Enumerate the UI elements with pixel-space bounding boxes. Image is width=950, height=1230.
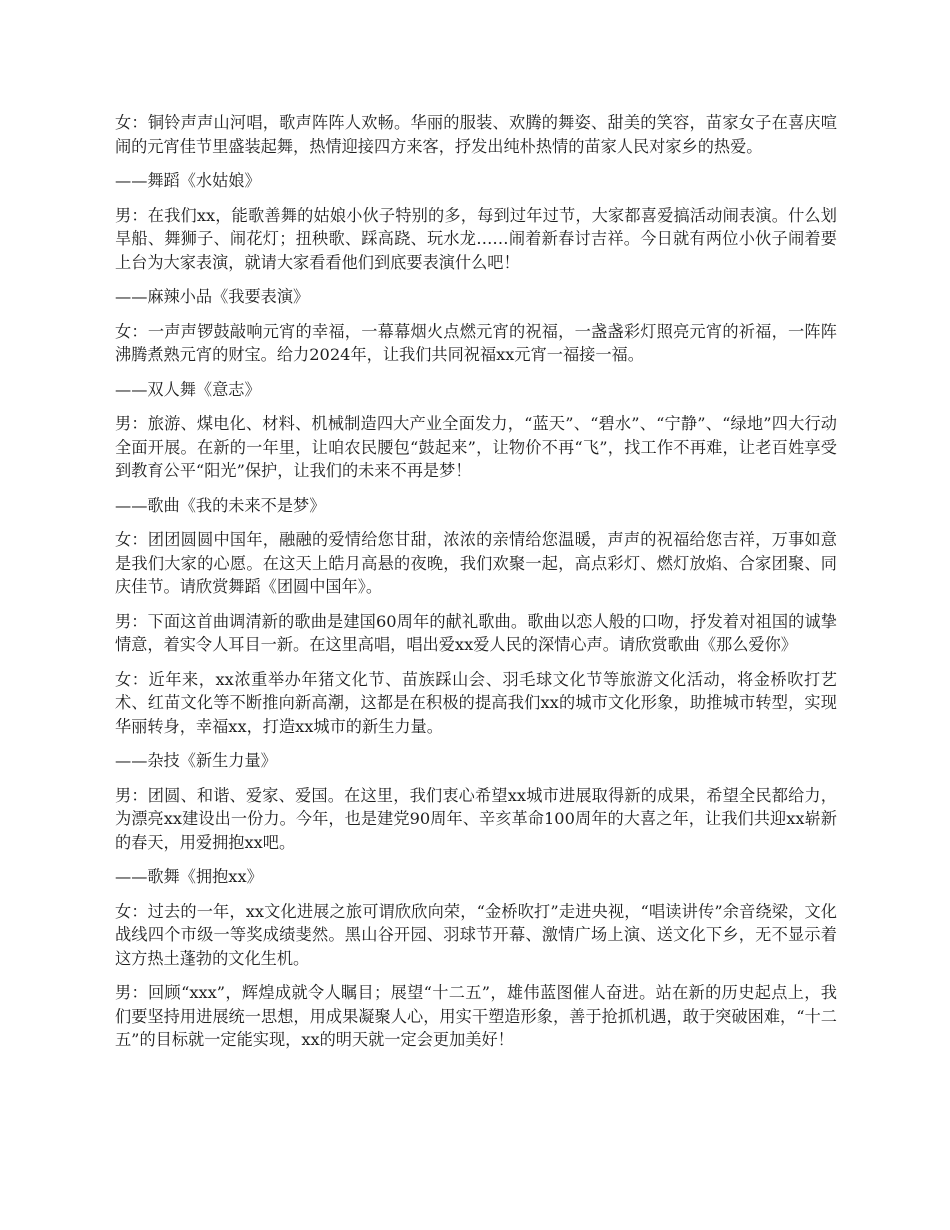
program-title-xinsheng-liliang: ——杂技《新生力量》 (115, 751, 277, 770)
paragraph-female-host-3: 女：团团圆圆中国年，融融的爱情给您甘甜，浓浓的亲情给您温暖，声声的祝福给您吉祥，万事如意是我们大家的心愿。在这天上皓月高悬的夜晚，我们欢聚一起，高点彩灯、燃灯放焰、合家团聚、同庆佳节。请欣赏舞蹈《团圆中国年》。 (115, 530, 837, 596)
paragraph-female-host-5: 女：过去的一年，xx文化进展之旅可谓欣欣向荣，“金桥吹打”走进央视，“唱读讲传”余音绕梁，文化战线四个市级一等奖成绩斐然。黑山谷开园、羽球节开幕、激情广场上演、送文化下乡，无不显示着这方热土蓬勃的文化生机。 (115, 901, 837, 968)
paragraph-male-host-3: 男：下面这首曲调清新的歌曲是建国60周年的献礼歌曲。歌曲以恋人般的口吻，抒发着对祖国的诚挚情意，着实令人耳目一新。在这里高唱，唱出爱xx爱人民的深情心声。请欣赏歌曲《那么爱你》 (115, 611, 837, 654)
paragraph-male-host-5: 男：回顾“xxx”，辉煌成就令人瞩目；展望“十二五”，雄伟蓝图催人奋进。站在新的历史起点上，我们要坚持用进展统一思想，用成果凝聚人心，用实干塑造形象，善于抢抓机遇，敢于突破困难，“十二五”的目标就一定能实现，xx的明天就一定会更加美好！ (115, 983, 837, 1049)
paragraph-male-host-4: 男：团圆、和谐、爱家、爱国。在这里，我们衷心希望xx城市进展取得新的成果，希望全民都给力，为漂亮xx建设出一份力。今年，也是建党90周年、辛亥革命100周年的大喜之年，让我们共迎xx崭新的春天，用爱拥抱xx吧。 (115, 785, 837, 852)
document-body (115, 111, 837, 1063)
paragraph-female-host-2: 女：一声声锣鼓敲响元宵的幸福，一幕幕烟火点燃元宵的祝福，一盏盏彩灯照亮元宵的祈福，一阵阵沸腾煮熟元宵的财宝。给力2024年，让我们共同祝福xx元宵一福接一福。 (115, 321, 837, 364)
paragraph-male-host-1: 男：在我们xx，能歌善舞的姑娘小伙子特别的多，每到过年过节，大家都喜爱搞活动闹表演。什么划旱船、舞狮子、闹花灯；扭秧歌、踩高跷、玩水龙……闹着新春讨吉祥。今日就有两位小伙子闹着要上台为大家表演，就请大家看看他们到底要表演什么吧！ (115, 205, 837, 272)
program-title-wo-yao-biaoyan: ——麻辣小品《我要表演》 (115, 287, 310, 306)
paragraph-male-host-2: 男：旅游、煤电化、材料、机械制造四大产业全面发力，“蓝天”、“碧水”、“宁静”、“绿地”四大行动全面开展。在新的一年里，让咱农民腰包“鼓起来”，让物价不再“飞”，找工作不再难，让老百姓享受到教育公平“阳光”保护，让我们的未来不再是梦！ (115, 414, 837, 480)
program-title-shui-guniang: ——舞蹈《水姑娘》 (115, 171, 261, 190)
paragraph-female-host-4: 女：近年来，xx浓重举办年猪文化节、苗族踩山会、羽毛球文化节等旅游文化活动，将金桥吹打艺术、红苗文化等不断推向新高潮，这都是在积极的提高我们xx的城市文化形象，助推城市转型，实现华丽转身，幸福xx，打造xx城市的新生力量。 (115, 669, 837, 736)
program-title-yizhi: ——双人舞《意志》 (115, 379, 261, 399)
program-title-yongbao-xx: ——歌舞《拥抱xx》 (115, 867, 263, 886)
paragraph-female-host-1: 女：铜铃声声山河唱，歌声阵阵人欢畅。华丽的服装、欢腾的舞姿、甜美的笑容，苗家女子在喜庆喧闹的元宵佳节里盛装起舞，热情迎接四方来客，抒发出纯朴热情的苗家人民对家乡的热爱。 (115, 113, 837, 156)
program-title-weilai-bushi-meng: ——歌曲《我的未来不是梦》 (115, 495, 326, 515)
